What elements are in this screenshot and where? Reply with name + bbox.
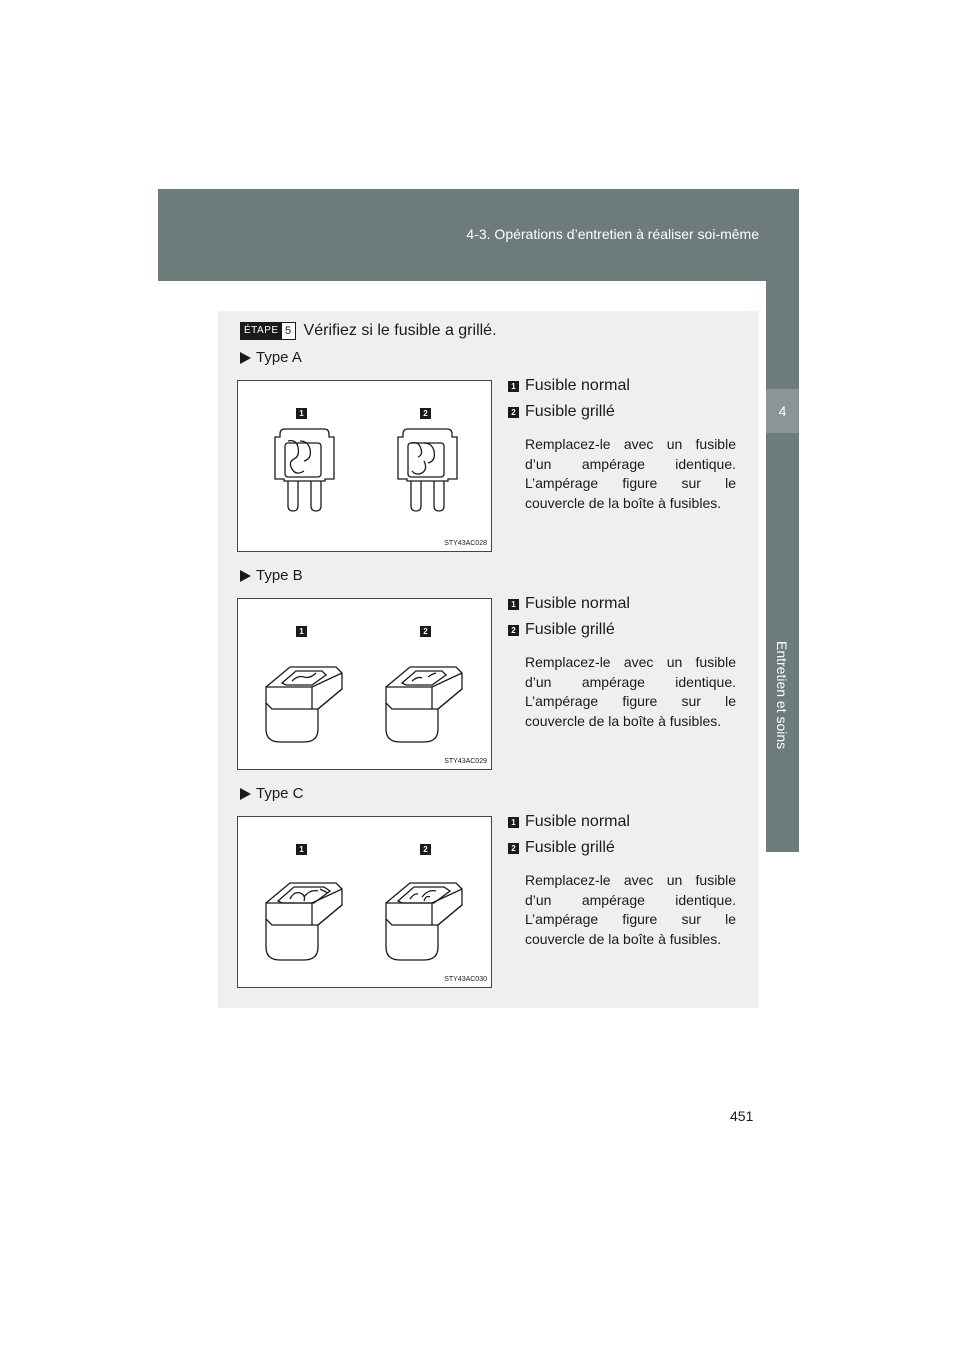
legend-item bbox=[508, 373, 738, 399]
legend-label: Fusible normal bbox=[525, 813, 630, 830]
type-b-label: Type B bbox=[256, 567, 303, 584]
type-b-heading bbox=[240, 567, 303, 584]
figure-code: STY43AC030 bbox=[444, 976, 487, 983]
page-number: 451 bbox=[730, 1108, 754, 1124]
triangle-bullet-icon bbox=[240, 570, 251, 582]
legend-number: 1 bbox=[508, 817, 519, 828]
figure-type-b bbox=[237, 598, 492, 770]
legend-number: 1 bbox=[508, 381, 519, 392]
legend-number: 2 bbox=[508, 407, 519, 418]
cartridge-fuse-illustration bbox=[238, 599, 491, 769]
type-a-label: Type A bbox=[256, 349, 302, 366]
legend-number: 2 bbox=[508, 843, 519, 854]
legend-item bbox=[508, 399, 738, 425]
type-c-label: Type C bbox=[256, 785, 304, 802]
step-text: Vérifiez si le fusible a grillé. bbox=[303, 322, 497, 339]
step-instruction bbox=[240, 322, 497, 340]
replacement-note: Remplacez-le avec un fusible d’un ampérage identique. L’ampérage figure sur le couvercle de la boîte à fusibles. bbox=[525, 654, 736, 729]
chapter-label: Entretien et soins bbox=[774, 641, 790, 750]
figure-type-a bbox=[237, 380, 492, 552]
triangle-bullet-icon bbox=[240, 352, 251, 364]
content-panel bbox=[218, 311, 759, 1008]
replacement-note: Remplacez-le avec un fusible d’un ampérage identique. L’ampérage figure sur le couvercle de la boîte à fusibles. bbox=[525, 872, 736, 947]
chapter-side-tab bbox=[766, 281, 799, 852]
chapter-number: 4 bbox=[766, 389, 799, 433]
legend-type-c bbox=[508, 809, 738, 949]
replacement-note: Remplacez-le avec un fusible d’un ampérage identique. L’ampérage figure sur le couvercle de la boîte à fusibles. bbox=[525, 436, 736, 511]
type-c-heading bbox=[240, 785, 304, 802]
legend-number: 2 bbox=[508, 625, 519, 636]
legend-label: Fusible grillé bbox=[525, 621, 615, 638]
figure-marker-1: 1 bbox=[296, 844, 307, 855]
figure-marker-1: 1 bbox=[296, 408, 307, 419]
figure-code: STY43AC028 bbox=[444, 540, 487, 547]
legend-label: Fusible grillé bbox=[525, 403, 615, 420]
step-badge bbox=[240, 322, 296, 340]
blade-fuse-illustration bbox=[238, 381, 491, 551]
legend-item bbox=[508, 835, 738, 861]
legend-item bbox=[508, 809, 738, 835]
figure-marker-2: 2 bbox=[420, 626, 431, 637]
figure-code: STY43AC029 bbox=[444, 758, 487, 765]
legend-number: 1 bbox=[508, 599, 519, 610]
cartridge-fuse-open-illustration bbox=[238, 817, 491, 987]
section-title: 4-3. Opérations d’entretien à réaliser soi-même bbox=[466, 226, 759, 242]
legend-type-a bbox=[508, 373, 738, 513]
legend-label: Fusible normal bbox=[525, 595, 630, 612]
triangle-bullet-icon bbox=[240, 788, 251, 800]
legend-item bbox=[508, 617, 738, 643]
figure-marker-2: 2 bbox=[420, 408, 431, 419]
type-a-heading bbox=[240, 349, 302, 366]
legend-type-b bbox=[508, 591, 738, 731]
step-badge-label: ÉTAPE bbox=[241, 323, 282, 339]
section-header bbox=[158, 189, 799, 281]
figure-marker-1: 1 bbox=[296, 626, 307, 637]
legend-item bbox=[508, 591, 738, 617]
step-badge-number: 5 bbox=[282, 323, 295, 339]
figure-marker-2: 2 bbox=[420, 844, 431, 855]
legend-label: Fusible normal bbox=[525, 377, 630, 394]
legend-label: Fusible grillé bbox=[525, 839, 615, 856]
figure-type-c bbox=[237, 816, 492, 988]
